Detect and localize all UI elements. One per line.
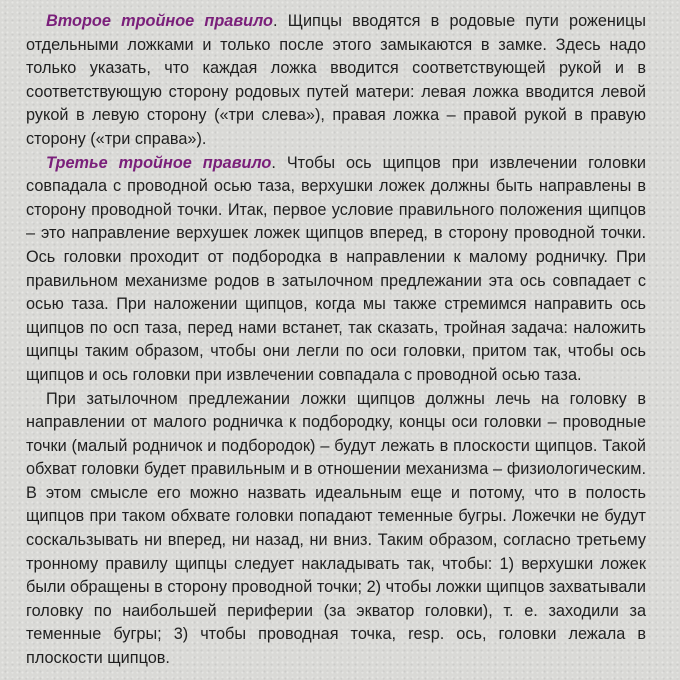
- paragraph-text: . Чтобы ось щипцов при извлечении головки совпадала с проводной осью таза, верхушки ложек должны быть направлены в сторону проводной точки. Итак, первое условие правильного положения щипцов – это направление верхушек ложек щипцов вперед, в сторону проводной точки. Ось головки проходит от подбородка в направлении к малому родничку. При правильном механизме родов в затылочном предлежании эта ось совпадает с осью таза. При наложении щипцов, когда мы также стремимся направить ось щипцов по осп таза, перед нами встанет, так сказать, тройная задача: наложить щипцы таким образом, чтобы они легли по оси головки, притом так, чтобы ось щипцов и ось головки при извлечении совпадала с проводной осью таза.: [26, 153, 646, 384]
- document-page: [26, 10, 646, 670]
- paragraph-occipital-presentation: [26, 388, 646, 671]
- paragraph-text: При затылочном предлежании ложки щипцов должны лечь на головку в направлении от малого родничка к подбородку, концы оси головки – проводные точки (малый родничок и подбородок) – будут лежать в плоскости щипцов. Такой обхват головки будет правильным и в отношении механизма – физиологическим. В этом смысле его можно назвать идеальным еще и потому, что в полость щипцов при таком обхвате головки попадают теменные бугры. Ложечки не будут соскальзывать ни вперед, ни назад, ни вниз. Таким образом, согласно третьему тронному правилу щипцы следует накладывать так, чтобы: 1) верхушки ложек были обращены в сторону проводной точки; 2) чтобы ложки щипцов захватывали головку по наибольшей периферии (за экватор головки), т. е. заходили за теменные бугры; 3) чтобы проводная точка, resp. ось, головки лежала в плоскости щипцов.: [26, 389, 646, 668]
- paragraph-text: . Щипцы вводятся в родовые пути роженицы отдельными ложками и только после этого замыкаются в замке. Здесь надо только указать, что каждая ложка вводится соответствующей рукой и в соответствующую сторону родовых путей матери: левая ложка вводится левой рукой в левую сторону («три слева»), правая ложка – правой рукой в правую сторону («три справа»).: [26, 12, 646, 148]
- term-third-triple-rule: Третье тройное правило: [46, 153, 272, 172]
- paragraph-third-rule: [26, 152, 646, 388]
- term-second-triple-rule: Второе тройное правило: [46, 12, 273, 30]
- paragraph-second-rule: [26, 10, 646, 152]
